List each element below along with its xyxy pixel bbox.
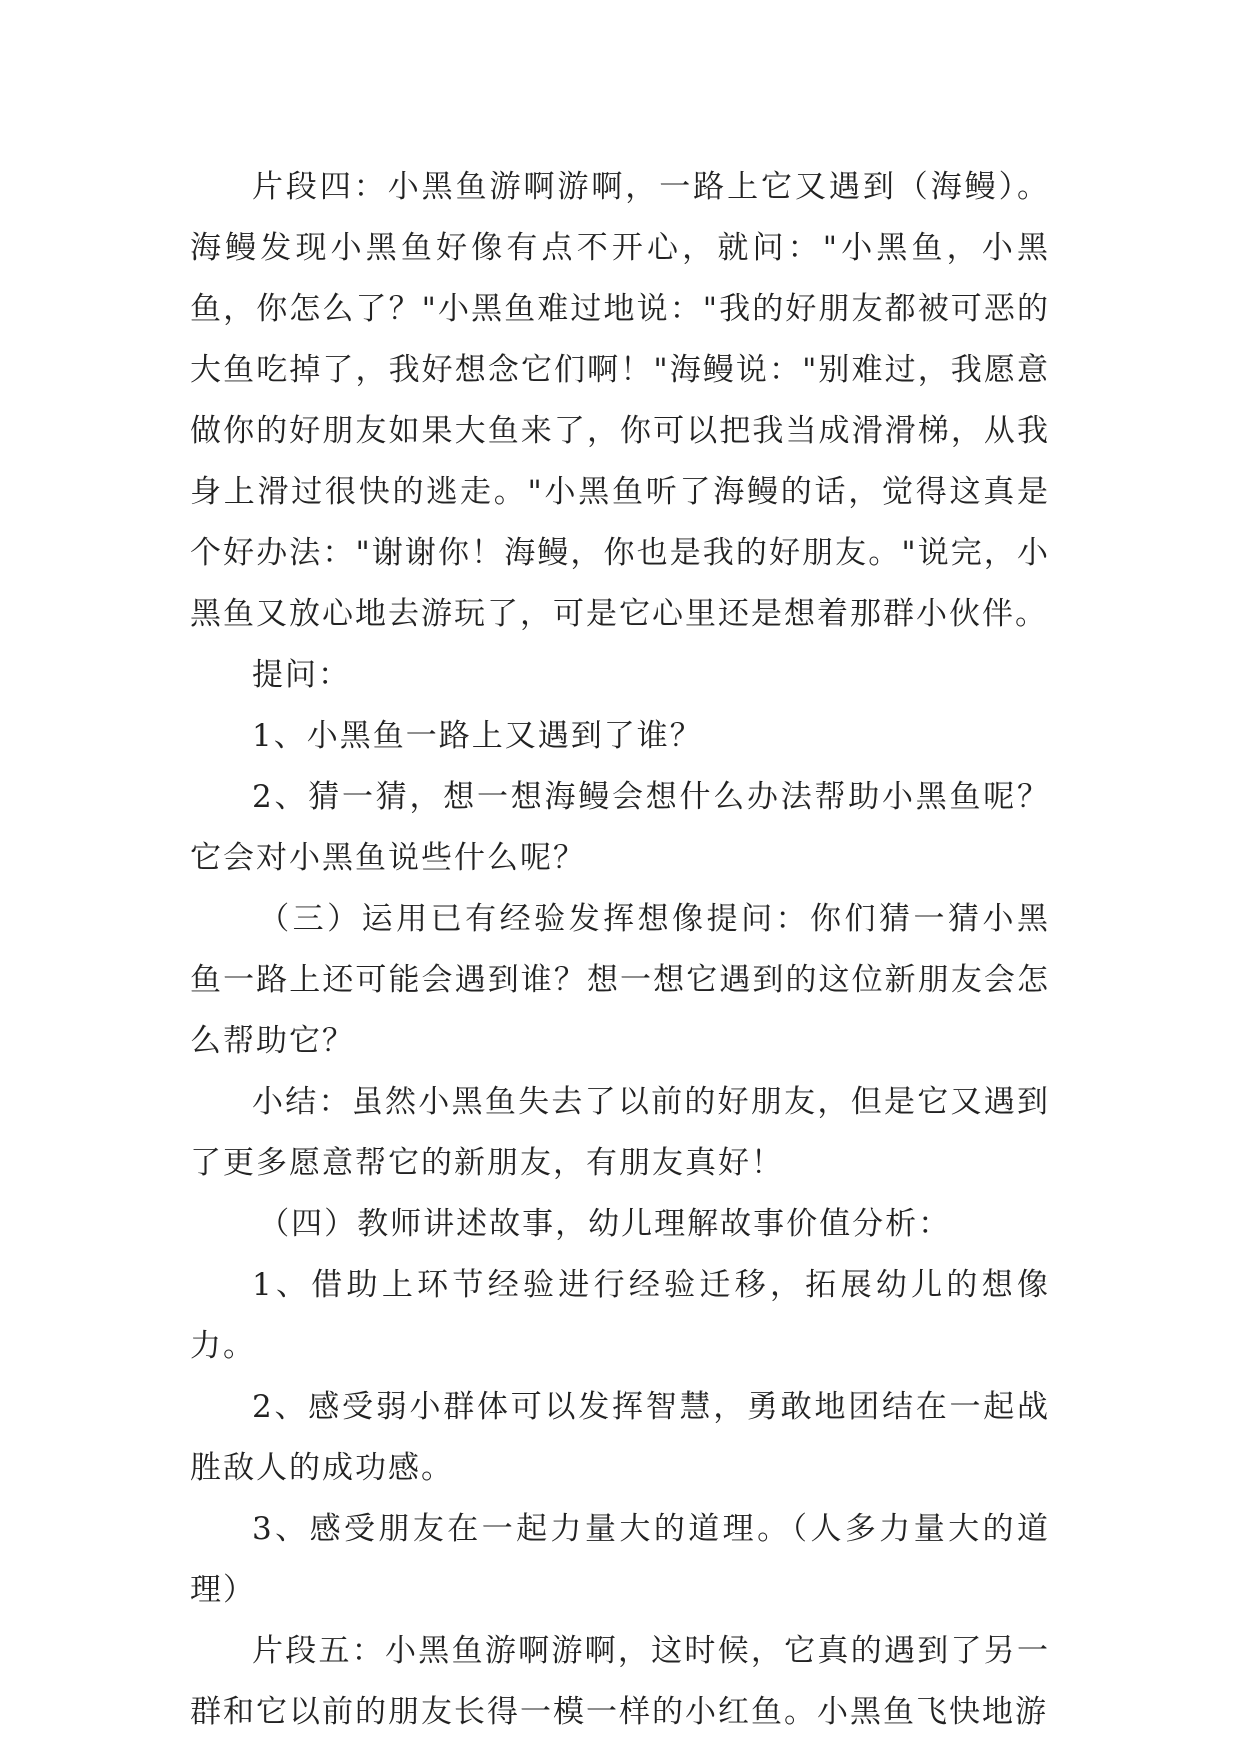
- paragraph-point-3: 3、感受朋友在一起力量大的道理。（人多力量大的道理）: [190, 1511, 1050, 1608]
- document-body: [190, 157, 1050, 1743]
- paragraph-summary: 小结：虽然小黑鱼失去了以前的好朋友，但是它又遇到了更多愿意帮它的新朋友，有朋友真好！: [190, 1084, 1050, 1181]
- paragraph-question-heading: 提问：: [252, 657, 351, 693]
- paragraph-section-four: （四）教师讲述故事，幼儿理解故事价值分析：: [258, 1206, 952, 1242]
- paragraph-segment-four: 片段四：小黑鱼游啊游啊，一路上它又遇到（海鳗）。海鳗发现小黑鱼好像有点不开心，就问："小黑鱼，小黑鱼，你怎么了？"小黑鱼难过地说："我的好朋友都被可恶的大鱼吃掉了，我好想念它们啊！"海鳗说："别难过，我愿意做你的好朋友如果大鱼来了，你可以把我当成滑滑梯，从我身上滑过很快的逃走。"小黑鱼听了海鳗的话，觉得这真是个好办法："谢谢你！海鳗，你也是我的好朋友。"说完，小黑鱼又放心地去游玩了，可是它心里还是想着那群小伙伴。: [190, 169, 1050, 632]
- paragraph-question-2: 2、猜一猜，想一想海鳗会想什么办法帮助小黑鱼呢？它会对小黑鱼说些什么呢？: [190, 779, 1050, 876]
- paragraph-section-three: （三）运用已有经验发挥想像提问：你们猜一猜小黑鱼一路上还可能会遇到谁？想一想它遇到的这位新朋友会怎么帮助它？: [190, 901, 1050, 1059]
- paragraph-question-1: 1、小黑鱼一路上又遇到了谁？: [252, 718, 703, 754]
- paragraph-segment-five: 片段五：小黑鱼游啊游啊，这时候，它真的遇到了另一群和它以前的朋友长得一模一样的小红鱼。小黑鱼飞快地游: [190, 1633, 1050, 1730]
- paragraph-point-1: 1、借助上环节经验进行经验迁移，拓展幼儿的想像力。: [190, 1267, 1050, 1364]
- paragraph-point-2: 2、感受弱小群体可以发挥智慧，勇敢地团结在一起战胜敌人的成功感。: [190, 1389, 1050, 1486]
